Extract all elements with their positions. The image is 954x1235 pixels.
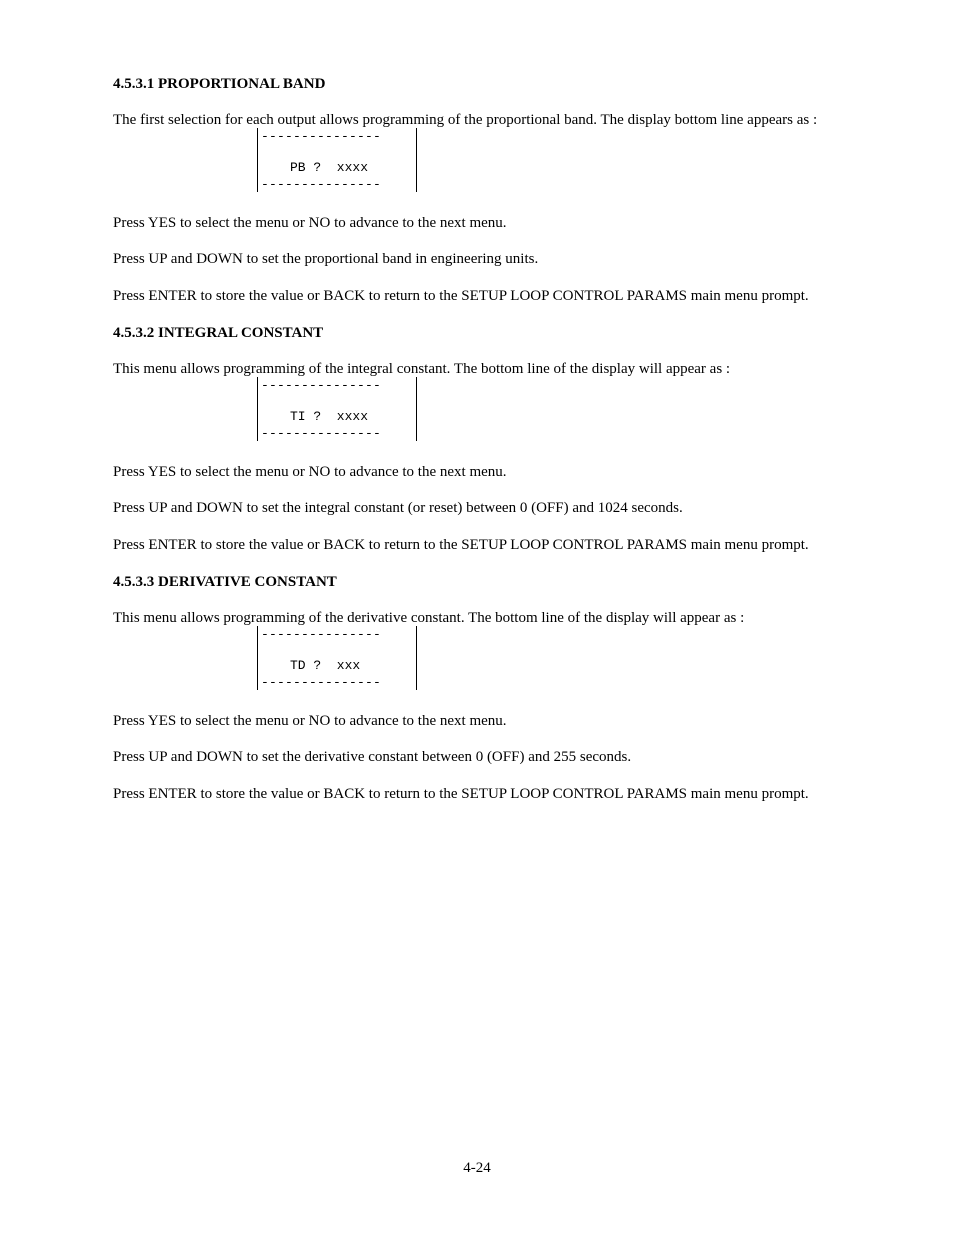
display-border-right <box>416 377 417 441</box>
page-number: 4-24 <box>463 1160 491 1176</box>
section-heading: 4.5.3.3 DERIVATIVE CONSTANT <box>113 574 337 590</box>
step-text: Press ENTER to store the value or BACK to return to the SETUP LOOP CONTROL PARAMS main menu prompt. <box>113 537 809 553</box>
display-border-top: --------------- <box>261 627 382 642</box>
display-border-bottom: --------------- <box>261 675 382 690</box>
step-text: Press UP and DOWN to set the proportional band in engineering units. <box>113 251 539 267</box>
display-bottom-line <box>255 128 419 192</box>
section-heading: 4.5.3.1 PROPORTIONAL BAND <box>113 76 326 92</box>
display-border-left <box>257 626 258 690</box>
display-bottom-line <box>255 377 419 441</box>
display-border-bottom: --------------- <box>261 177 382 192</box>
section-intro: This menu allows programming of the derivative constant. The bottom line of the display will appear as : <box>113 610 745 626</box>
step-text: Press YES to select the menu or NO to advance to the next menu. <box>113 215 507 231</box>
display-bottom-line <box>255 626 419 690</box>
display-border-left <box>257 377 258 441</box>
display-border-top: --------------- <box>261 378 382 393</box>
step-text: Press UP and DOWN to set the integral constant (or reset) between 0 (OFF) and 1024 seconds. <box>113 500 683 516</box>
step-text: Press UP and DOWN to set the derivative constant between 0 (OFF) and 255 seconds. <box>113 749 632 765</box>
step-text: Press YES to select the menu or NO to advance to the next menu. <box>113 464 507 480</box>
step-text: Press ENTER to store the value or BACK to return to the SETUP LOOP CONTROL PARAMS main menu prompt. <box>113 288 809 304</box>
display-text: TD ? xxx <box>290 658 361 673</box>
section-intro: The first selection for each output allows programming of the proportional band. The display bottom line appears as : <box>113 112 818 128</box>
display-border-top: --------------- <box>261 129 382 144</box>
display-border-right <box>416 626 417 690</box>
display-text: TI ? xxxx <box>290 409 369 424</box>
display-border-right <box>416 128 417 192</box>
section-intro: This menu allows programming of the integral constant. The bottom line of the display will appear as : <box>113 361 731 377</box>
display-border-bottom: --------------- <box>261 426 382 441</box>
step-text: Press ENTER to store the value or BACK to return to the SETUP LOOP CONTROL PARAMS main menu prompt. <box>113 786 809 802</box>
step-text: Press YES to select the menu or NO to advance to the next menu. <box>113 713 507 729</box>
section-heading: 4.5.3.2 INTEGRAL CONSTANT <box>113 325 324 341</box>
display-text: PB ? xxxx <box>290 160 369 175</box>
display-border-left <box>257 128 258 192</box>
